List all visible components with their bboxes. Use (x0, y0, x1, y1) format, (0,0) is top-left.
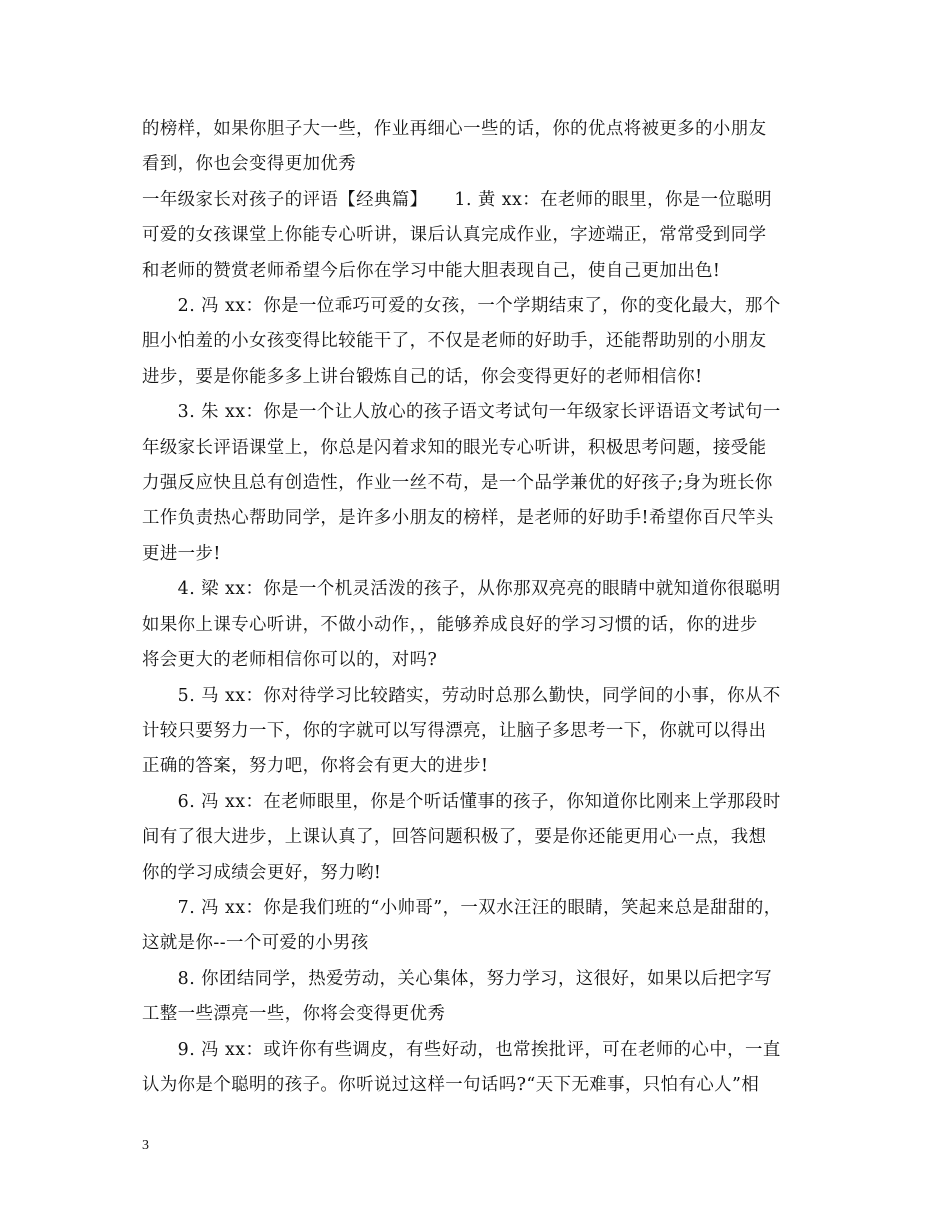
text-line: 3. 朱 xx：你是一个让人放心的孩子语文考试句一年级家长评语语文考试句一 (142, 402, 781, 423)
text-line: 年级家长评语课堂上，你总是闪着求知的眼光专心听讲，积极思考问题，接受能 (142, 437, 767, 458)
text-line: 进步，要是你能多多上讲台锻炼自己的话，你会变得更好的老师相信你! (142, 366, 703, 387)
text-line: 力强反应快且总有创造性，作业一丝不苟，是一个品学兼优的好孩子;身为班长你 (142, 473, 773, 494)
text-line: 5. 马 xx：你对待学习比较踏实，劳动时总那么勤快，同学间的小事，你从不 (142, 685, 781, 706)
text-line: 你的学习成绩会更好，努力哟! (142, 862, 382, 883)
text-line: 9. 冯 xx：或许你有些调皮，有些好动，也常挨批评，可在老师的心中，一直 (142, 1039, 781, 1060)
text-line: 工整一些漂亮一些，你将会变得更优秀 (142, 1004, 446, 1025)
text-line: 认为你是个聪明的孩子。你听说过这样一句话吗?“天下无难事，只怕有心人”相 (142, 1074, 760, 1095)
text-line: 工作负责热心帮助同学，是许多小朋友的榜样，是老师的好助手!希望你百尺竿头 (142, 508, 774, 529)
text-line: 的榜样，如果你胆子大一些，作业再细心一些的话，你的优点将被更多的小朋友 (142, 119, 767, 139)
text-line: 一年级家长对孩子的评语【经典篇】 1. 黄 xx：在老师的眼里，你是一位聪明 (142, 189, 773, 210)
text-line: 可爱的女孩课堂上你能专心听讲，课后认真完成作业，字迹端正，常常受到同学 (142, 225, 767, 246)
text-line: 间有了很大进步，上课认真了，回答问题积极了，要是你还能更用心一点，我想 (142, 827, 767, 848)
text-line: 将会更大的老师相信你可以的，对吗? (142, 650, 438, 671)
text-line: 胆小怕羞的小女孩变得比较能干了，不仅是老师的好助手，还能帮助别的小朋友 (142, 331, 767, 352)
text-line: 正确的答案，努力吧，你将会有更大的进步! (142, 756, 489, 777)
document-body (142, 112, 810, 1103)
text-line: 和老师的赞赏老师希望今后你在学习中能大胆表现自己，使自己更加出色! (142, 260, 721, 281)
text-line: 7. 冯 xx：你是我们班的“小帅哥”，一双水汪汪的眼睛，笑起来总是甜甜的， (142, 897, 782, 918)
text-line: 6. 冯 xx：在老师眼里，你是个听话懂事的孩子，你知道你比刚来上学那段时 (142, 791, 781, 812)
text-line: 更进一步! (142, 543, 221, 564)
text-line: 如果你上课专心听讲，不做小动作，，能够养成良好的学习习惯的话，你的进步 (142, 614, 758, 635)
text-line: 8. 你团结同学，热爱劳动，关心集体，努力学习，这很好，如果以后把字写 (142, 968, 773, 989)
page-number: 3 (142, 1138, 149, 1153)
text-line: 计较只要努力一下，你的字就可以写得漂亮，让脑子多思考一下，你就可以得出 (142, 720, 767, 741)
text-line: 看到，你也会变得更加优秀 (142, 154, 357, 175)
text-line: 这就是你--一个可爱的小男孩 (142, 933, 369, 954)
text-line: 2. 冯 xx：你是一位乖巧可爱的女孩，一个学期结束了，你的变化最大，那个 (142, 296, 781, 317)
text-line: 4. 梁 xx：你是一个机灵活泼的孩子，从你那双亮亮的眼睛中就知道你很聪明 (142, 579, 781, 600)
